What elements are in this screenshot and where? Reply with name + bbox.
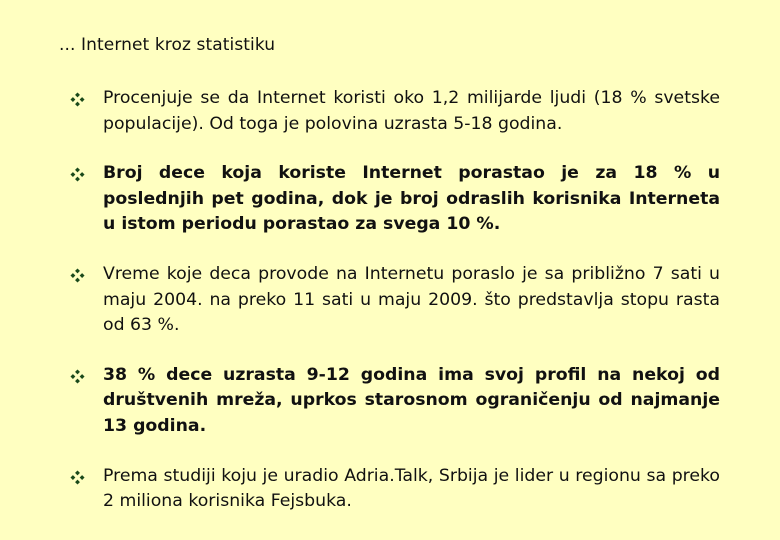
- diamond-four-petal-icon: [70, 167, 85, 182]
- diamond-four-petal-icon: [70, 268, 85, 283]
- bullet-item: [70, 363, 720, 440]
- bullet-item: [70, 86, 720, 137]
- bullet-text: Broj dece koja koriste Internet porastao je za 18 % u poslednjih pet godina, dok je broj odraslih korisnika Interneta u istom periodu porastao za svega 10 %.: [103, 163, 720, 235]
- bullet-text: Procenjuje se da Internet koristi oko 1,2 milijarde ljudi (18 % svetske populacije). Od toga je polovina uzrasta 5-18 godina.: [103, 88, 720, 134]
- bullet-item: [70, 464, 720, 515]
- bullet-item: [70, 262, 720, 339]
- bullet-item: [70, 161, 720, 238]
- slide-title: ... Internet kroz statistiku: [59, 35, 276, 55]
- diamond-four-petal-icon: [70, 92, 85, 107]
- diamond-four-petal-icon: [70, 369, 85, 384]
- bullet-text: Prema studiji koju je uradio Adria.Talk, Srbija je lider u regionu sa preko 2 miliona korisnika Fejsbuka.: [103, 465, 720, 512]
- diamond-four-petal-icon: [70, 470, 85, 485]
- bullet-text: 38 % dece uzrasta 9-12 godina ima svoj profil na nekoj od društvenih mreža, uprkos starosnom ograničenju od najmanje 13 godina.: [103, 364, 720, 436]
- bullet-list: [70, 86, 720, 515]
- bullet-text: Vreme koje deca provode na Internetu poraslo je sa približno 7 sati u maju 2004. na preko 11 sati u maju 2009. što predstavlja stopu rasta od 63 %.: [103, 263, 720, 336]
